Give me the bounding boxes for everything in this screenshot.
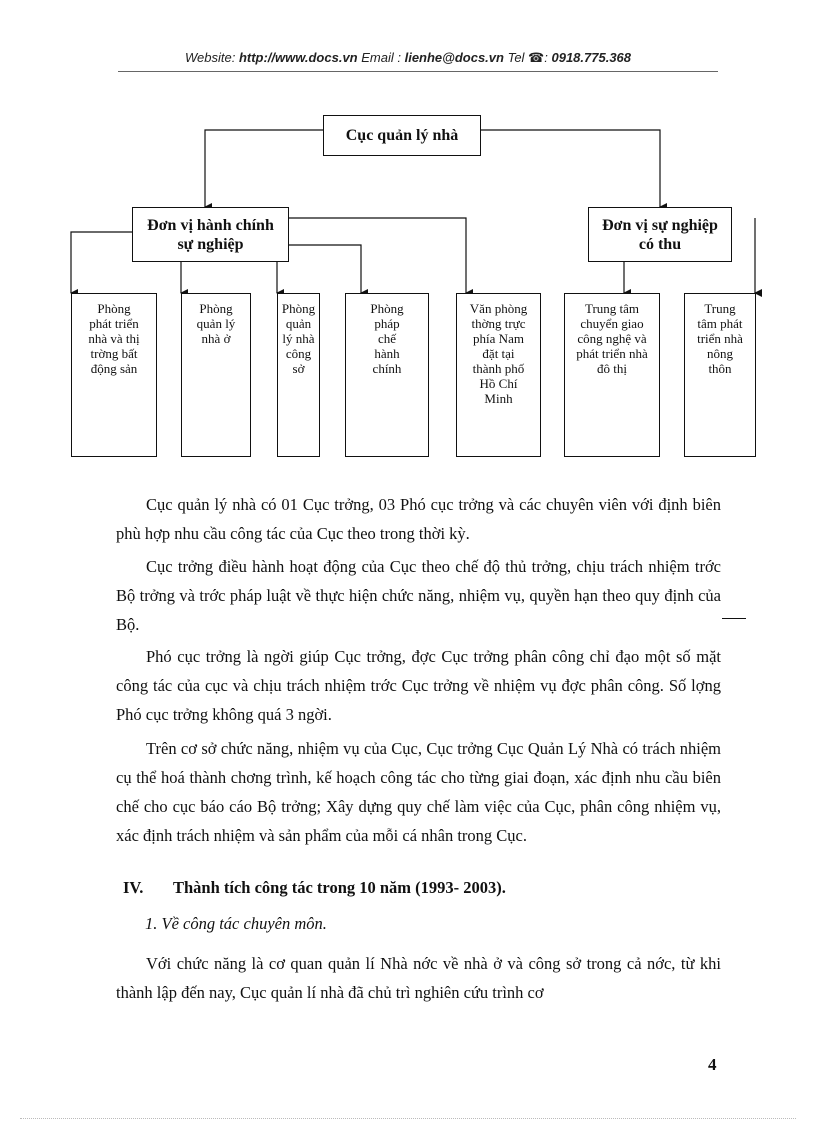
subsection-heading: 1. Về công tác chuyên môn. xyxy=(145,914,327,933)
tel-value: 0918.775.368 xyxy=(551,50,632,65)
section-title: Thành tích công tác trong 10 năm (1993- 2003). xyxy=(173,878,506,897)
section-number: IV. xyxy=(123,878,144,897)
tel-label: Tel ☎: xyxy=(503,50,552,65)
dept-label: Phòng pháp chế hành chính xyxy=(370,301,404,376)
admin-unit-label: Đơn vị hành chính sự nghiệp xyxy=(147,216,274,253)
dept-label: Phòng phát triển nhà và thị trờng bất động sản xyxy=(88,301,140,376)
admin-unit-box xyxy=(132,207,289,262)
paragraph: Trên cơ sở chức năng, nhiệm vụ của Cục, Cục trởng Cục Quản Lý Nhà có trách nhiệm cụ thể hoá thành chơng trình, kế hoạch công tác cho từng giai đoạn, xác định nhu cầu biên chế cho cục báo cáo Bộ trởng; Xây dựng quy chế làm việc của Cục, phân công nhiệm vụ, xác định trách nhiệm và sản phẩm của mỗi cá nhân trong Cục. xyxy=(116,739,721,845)
website-label: Website: xyxy=(184,50,239,65)
paragraph: Với chức năng là cơ quan quản lí Nhà nớc về nhà ở và công sở trong cả nớc, từ khi thành lập đến nay, Cục quản lí nhà đã chủ trì nghiên cứu trình cơ xyxy=(116,954,721,1002)
dept-box xyxy=(456,293,541,457)
connector-admin-dept5 xyxy=(289,218,466,293)
paragraph: Phó cục trởng là ngời giúp Cục trởng, đợc Cục trởng phân công chỉ đạo một số mặt công tác của cục và chịu trách nhiệm trớc Cục trởng về nhiệm vụ đợc phân công. Số lợng Phó cục trởng không quá 3 ngời. xyxy=(116,647,721,724)
page-number: 4 xyxy=(708,1055,717,1074)
dept-box xyxy=(277,293,320,457)
connector-root-revenue xyxy=(481,130,660,207)
footer-rule xyxy=(20,1118,796,1119)
dept-label: Phòng quản lý nhà ở xyxy=(196,301,236,346)
connector-admin-dept1 xyxy=(71,232,132,293)
email-value[interactable]: lienhe@docs.vn xyxy=(404,50,504,65)
root-unit-box xyxy=(323,115,481,156)
email-label: Email : xyxy=(357,50,405,65)
website-url[interactable]: http://www.docs.vn xyxy=(238,50,358,65)
revenue-unit-box xyxy=(588,207,732,262)
center-label: Trung tâm phát triển nhà nông thôn xyxy=(697,301,743,376)
connector-root-admin xyxy=(205,130,323,207)
paragraph: Cục quản lý nhà có 01 Cục trởng, 03 Phó cục trởng và các chuyên viên với định biên phù hợp nhu cầu công tác của Cục theo trong thời kỳ. xyxy=(116,495,721,543)
section-heading xyxy=(123,878,506,898)
dept-label: Văn phòng thờng trực phía Nam đặt tại thành phố Hồ Chí Minh xyxy=(469,301,528,406)
dept-label: Phòng quản lý nhà công sở xyxy=(281,301,316,376)
paragraph: Cục trởng điều hành hoạt động của Cục theo chế độ thủ trởng, chịu trách nhiệm trớc Bộ trởng và trớc pháp luật về thực hiện chức năng, nhiệm vụ, quyền hạn theo quy định của Bộ. xyxy=(116,557,721,634)
connector-admin-dept4 xyxy=(289,245,361,293)
dept-box xyxy=(71,293,157,457)
revenue-unit-label: Đơn vị sự nghiệp có thu xyxy=(602,216,718,253)
dept-box xyxy=(345,293,429,457)
root-unit-label: Cục quản lý nhà xyxy=(345,127,459,144)
center-box xyxy=(564,293,660,457)
center-label: Trung tâm chuyển giao công nghệ và phát triển nhà đô thị xyxy=(576,301,648,376)
dept-box xyxy=(181,293,251,457)
margin-dash xyxy=(722,618,746,619)
center-box xyxy=(684,293,756,457)
